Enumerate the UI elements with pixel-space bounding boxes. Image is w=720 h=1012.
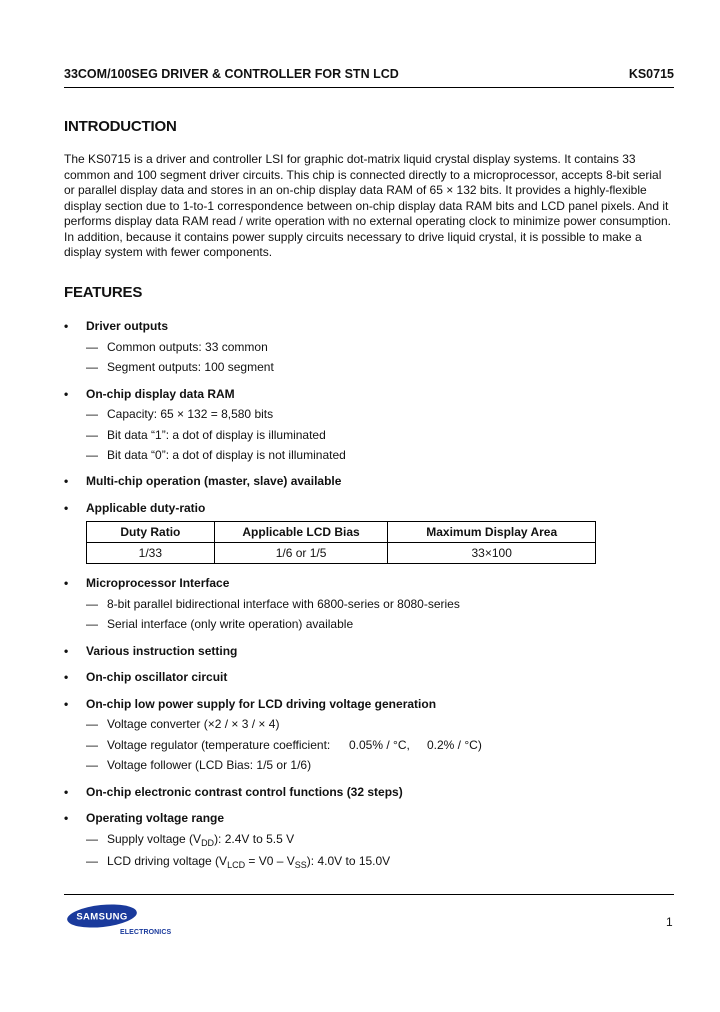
bullet-icon: •: [64, 501, 69, 515]
feature-title: Microprocessor Interface: [86, 576, 230, 590]
dash-icon: —: [86, 738, 98, 752]
table-cell: 1/33: [87, 543, 215, 564]
list-item: — Voltage follower (LCD Bias: 1/5 or 1/6): [86, 758, 312, 772]
feature-title: On-chip low power supply for LCD driving voltage generation: [86, 697, 437, 711]
bullet-icon: •: [64, 811, 69, 825]
intro-line: common and 100 segment driver circuits. This chip is connected directly to a microprocessor, accepts 8-bit serial: [64, 167, 662, 182]
dash-icon: —: [86, 832, 98, 846]
page-header: [64, 67, 674, 88]
part-number: KS0715: [628, 67, 674, 81]
list-item: — Serial interface (only write operation) available: [86, 617, 354, 631]
feature-title: On-chip display data RAM: [86, 387, 235, 401]
temperature-coefficient-2: 0.2% / °C): [427, 738, 482, 752]
list-item: — 8-bit parallel bidirectional interface with 6800-series or 8080-series: [86, 597, 460, 611]
intro-line: display section due to 1-to-1 correspondence between on-chip display data RAM bits and LCD panel pixels. And it: [64, 198, 669, 213]
dash-icon: —: [86, 717, 98, 731]
feature-title: Applicable duty-ratio: [86, 501, 206, 515]
bullet-icon: •: [64, 785, 69, 799]
list-item: — Segment outputs: 100 segment: [86, 360, 274, 374]
bullet-icon: •: [64, 576, 69, 590]
introduction-paragraph: [64, 152, 676, 261]
list-item: — Common outputs: 33 common: [86, 340, 268, 354]
bullet-icon: •: [64, 319, 69, 333]
introduction-heading: INTRODUCTION: [64, 118, 177, 135]
list-item: — Bit data “0”: a dot of display is not illuminated: [86, 448, 346, 462]
intro-line: The KS0715 is a driver and controller LSI for graphic dot-matrix liquid crystal display systems. It contains 33: [64, 152, 636, 166]
samsung-logo: [66, 903, 138, 929]
table-cell: 1/6 or 1/5: [214, 543, 388, 564]
bullet-icon: •: [64, 670, 69, 684]
feature-title: On-chip electronic contrast control functions (32 steps): [86, 785, 403, 799]
dash-icon: —: [86, 407, 98, 421]
table-row: [87, 543, 596, 564]
dash-icon: —: [86, 758, 98, 772]
list-item: — Bit data “1”: a dot of display is illuminated: [86, 428, 326, 442]
list-item: — Supply voltage $(V_{DD})$: 2.4V to 5.5 V: [86, 832, 295, 848]
dash-icon: —: [86, 597, 98, 611]
feature-title: On-chip oscillator circuit: [86, 670, 228, 684]
intro-line: display system with fewer components.: [64, 245, 273, 259]
duty-ratio-table: [86, 521, 596, 564]
feature-title: Multi-chip operation (master, slave) available: [86, 474, 342, 488]
dash-icon: —: [86, 340, 98, 354]
temperature-coefficient-1: 0.05% / °C,: [349, 738, 410, 752]
table-cell: 33×100: [388, 543, 596, 564]
dash-icon: —: [86, 360, 98, 374]
features-heading: FEATURES: [64, 284, 143, 301]
feature-title: Operating voltage range: [86, 811, 225, 825]
page-number: 1: [666, 915, 673, 929]
intro-line: In addition, because it contains power supply circuits necessary to drive liquid crystal, it is possible to make a: [64, 229, 642, 244]
bullet-icon: •: [64, 474, 69, 488]
list-item: — Voltage regulator (temperature coefficient:: [86, 738, 331, 752]
table-header: Duty Ratio: [87, 522, 215, 543]
table-header-row: [87, 522, 596, 543]
list-item: — Voltage converter (×2 / × 3 / × 4): [86, 717, 280, 731]
dash-icon: —: [86, 854, 98, 868]
dash-icon: —: [86, 428, 98, 442]
svg-text:SAMSUNG: SAMSUNG: [76, 911, 128, 923]
feature-title: Driver outputs: [86, 319, 169, 333]
intro-line: or parallel display data and stores in an on-chip display data RAM of 65 × 132 bits. It provides a highly-flexible: [64, 183, 647, 197]
table-header: Maximum Display Area: [388, 522, 596, 543]
bullet-icon: •: [64, 697, 69, 711]
footer-divider: [64, 894, 674, 895]
dash-icon: —: [86, 448, 98, 462]
division-label: ELECTRONICS: [120, 929, 172, 936]
list-item: — Capacity: 65 × 132 = 8,580 bits: [86, 407, 274, 421]
bullet-icon: •: [64, 387, 69, 401]
intro-line: performs display data RAM read / write operation with no external operating clock to minimize power consumption.: [64, 214, 671, 228]
dash-icon: —: [86, 617, 98, 631]
table-header: Applicable LCD Bias: [214, 522, 388, 543]
document-title: 33COM/100SEG DRIVER & CONTROLLER FOR STN LCD: [64, 67, 399, 81]
feature-title: Various instruction setting: [86, 644, 238, 658]
list-item: — LCD driving voltage $(V_{LCD} = V0 - V_{SS})$: 4.0V to 15.0V: [86, 854, 391, 870]
bullet-icon: •: [64, 644, 69, 658]
